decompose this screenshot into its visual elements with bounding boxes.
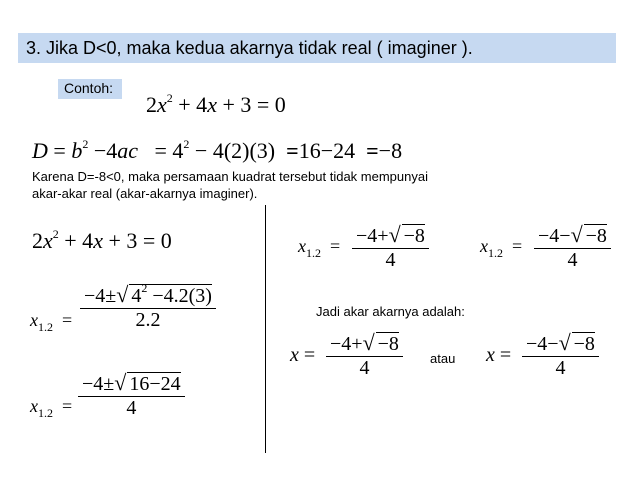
left-equation: $2x^2 + 4x + 3 = 0$ xyxy=(32,227,172,253)
slide-title: 3. Jika D<0, maka kedua akarnya tidak real ( imaginer ). xyxy=(26,38,473,58)
left-formula-2-lhs: $x_{1.2}$ = xyxy=(30,396,73,420)
column-divider xyxy=(265,205,266,453)
right-formula-minus-lhs: $x_{1.2}$ = xyxy=(480,236,523,260)
karena-line-2: akar-akar real (akar-akarnya imaginer). xyxy=(32,186,258,201)
atau-text: atau xyxy=(430,351,456,366)
right-formula-plus-lhs: $x_{1.2}$ = xyxy=(298,236,341,260)
karena-line-1: Karena D=-8<0, maka persamaan kuadrat tersebut tidak mempunyai xyxy=(32,169,428,184)
answer-minus-lhs: x = xyxy=(486,344,512,366)
discriminant-line: $D = b^2 -4ac = 4^2 - 4(2)(3) =16-24 =-8$ xyxy=(32,137,403,163)
jadi-text: Jadi akar akarnya adalah: xyxy=(316,304,465,319)
right-formula-plus-fraction: −4+√ −8 4 xyxy=(352,222,429,272)
contoh-label: Contoh: xyxy=(64,80,114,96)
karena-text xyxy=(32,168,428,202)
answer-plus-lhs: x = xyxy=(290,344,316,366)
main-equation: $2x^2 + 4x + 3 = 0$ xyxy=(146,91,286,117)
left-formula-2-fraction: −4±√ 16−24 4 xyxy=(78,370,185,420)
answer-plus-fraction: −4+√ −8 4 xyxy=(326,330,403,380)
right-formula-minus-fraction: −4−√ −8 4 xyxy=(534,222,611,272)
answer-minus-fraction: −4−√ −8 4 xyxy=(522,330,599,380)
left-formula-1-fraction: −4±√ $4^2 -4.2(3)$ 2.2 xyxy=(80,282,216,332)
